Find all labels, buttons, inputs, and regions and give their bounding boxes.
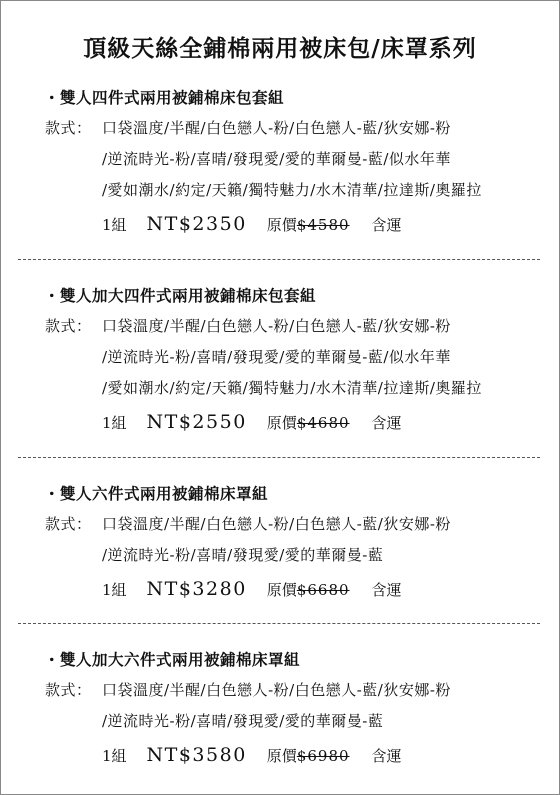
- sale-price: NT$3580: [146, 744, 247, 766]
- quantity: 1組: [102, 747, 127, 765]
- style-label: 款式：: [45, 119, 92, 137]
- style-label: 款式：: [45, 317, 92, 335]
- style-line: 口袋溫度/半醒/白色戀人-粉/白色戀人-藍/狄安娜-粉: [102, 317, 451, 335]
- original-price: $4680: [296, 414, 350, 432]
- quantity: 1組: [102, 216, 127, 234]
- style-line: /愛如潮水/約定/天籟/獨特魅力/水木清華/拉達斯/奧羅拉: [102, 379, 482, 397]
- divider: [18, 623, 540, 624]
- product-name: ・雙人四件式兩用被鋪棉床包套組: [44, 88, 285, 107]
- quantity: 1組: [102, 414, 127, 432]
- sale-price: NT$2350: [146, 213, 247, 235]
- product-name: ・雙人加大四件式兩用被鋪棉床包套組: [44, 286, 317, 305]
- divider: [18, 457, 540, 458]
- price-row: [102, 411, 402, 433]
- shipping-note: 含運: [371, 747, 402, 765]
- page-title: 頂級天絲全鋪棉兩用被床包/床罩系列: [83, 35, 477, 62]
- product-name: ・雙人六件式兩用被鋪棉床罩組: [44, 484, 269, 503]
- product-name: ・雙人加大六件式兩用被鋪棉床罩組: [44, 650, 301, 669]
- quantity: 1組: [102, 581, 127, 599]
- shipping-note: 含運: [371, 216, 402, 234]
- price-row: [102, 213, 402, 235]
- original-price-label: 原價: [266, 747, 297, 765]
- shipping-note: 含運: [371, 414, 402, 432]
- style-line: /逆流時光-粉/喜晴/發現愛/愛的華爾曼-藍/似水年華: [102, 150, 451, 168]
- style-line: 口袋溫度/半醒/白色戀人-粉/白色戀人-藍/狄安娜-粉: [102, 515, 451, 533]
- style-line: 口袋溫度/半醒/白色戀人-粉/白色戀人-藍/狄安娜-粉: [102, 681, 451, 699]
- original-price: $4580: [296, 216, 350, 234]
- price-row: [102, 578, 402, 600]
- style-line: 口袋溫度/半醒/白色戀人-粉/白色戀人-藍/狄安娜-粉: [102, 119, 451, 137]
- style-label: 款式：: [45, 681, 92, 699]
- sale-price: NT$2550: [146, 411, 247, 433]
- style-line: /逆流時光-粉/喜晴/發現愛/愛的華爾曼-藍: [102, 712, 384, 730]
- style-line: /愛如潮水/約定/天籟/獨特魅力/水木清華/拉達斯/奧羅拉: [102, 181, 482, 199]
- divider: [18, 259, 540, 260]
- style-line: /逆流時光-粉/喜晴/發現愛/愛的華爾曼-藍/似水年華: [102, 348, 451, 366]
- price-row: [102, 744, 402, 766]
- original-price: $6680: [296, 581, 350, 599]
- style-line: /逆流時光-粉/喜晴/發現愛/愛的華爾曼-藍: [102, 546, 384, 564]
- original-price-label: 原價: [266, 216, 297, 234]
- original-price-label: 原價: [266, 581, 297, 599]
- original-price-label: 原價: [266, 414, 297, 432]
- style-label: 款式：: [45, 515, 92, 533]
- shipping-note: 含運: [371, 581, 402, 599]
- sale-price: NT$3280: [146, 578, 247, 600]
- original-price: $6980: [296, 747, 350, 765]
